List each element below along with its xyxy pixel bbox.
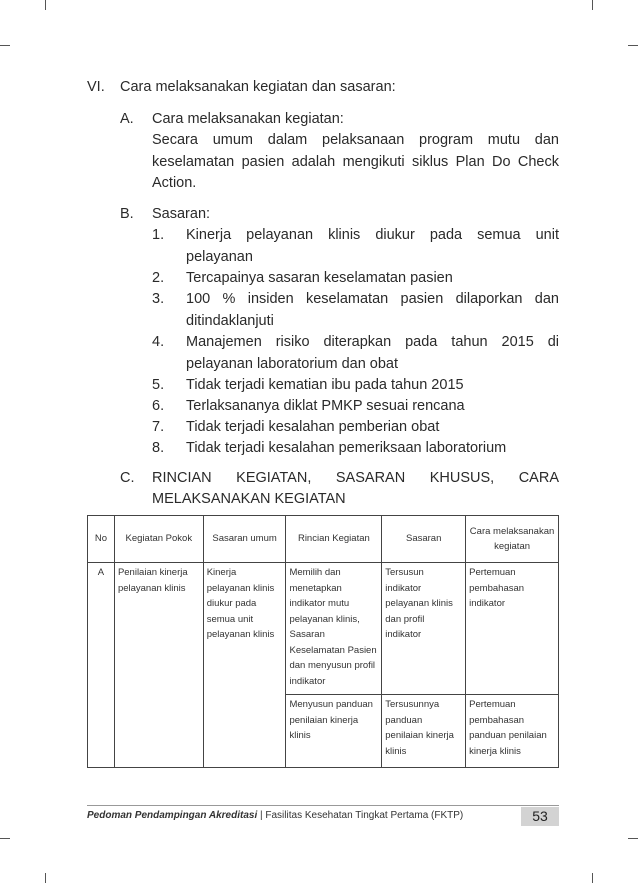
list-item-number: 7. <box>152 419 165 435</box>
sub-b-letter: B. <box>120 206 134 222</box>
list-item-number: 4. <box>152 334 165 350</box>
cell-sasaran-umum: Kinerja pelayanan klinis diukur pada semua unit pelayanan klinis <box>203 563 286 768</box>
sub-c-letter: C. <box>120 470 135 486</box>
list-item-number: 1. <box>152 227 165 243</box>
list-item: Kinerja pelayanan klinis diukur pada semua unit pelayanan <box>186 227 559 265</box>
list-item: Terlaksananya diklat PMKP sesuai rencana <box>186 398 465 414</box>
page-footer <box>87 805 559 827</box>
list-item: Manajemen risiko diterapkan pada tahun 2015 di pelayanan laboratorium dan obat <box>186 334 559 372</box>
rincian-table <box>87 515 559 768</box>
header-cell-sasaran-umum: Sasaran umum <box>203 516 286 563</box>
cell-cara: Pertemuan pembahasan panduan penilaian kinerja klinis <box>466 695 559 768</box>
crop-mark <box>628 838 638 839</box>
crop-mark <box>628 45 638 46</box>
list-item: Tidak terjadi kesalahan pemeriksaan laboratorium <box>186 440 507 456</box>
header-cell-kegiatan-pokok: Kegiatan Pokok <box>114 516 203 563</box>
cell-kegiatan-pokok: Penilaian kinerja pelayanan klinis <box>114 563 203 768</box>
sub-c-title-line1: RINCIAN KEGIATAN, SASARAN KHUSUS, CARA <box>152 470 559 486</box>
list-item-number: 2. <box>152 270 165 286</box>
list-item-number: 8. <box>152 440 165 456</box>
footer-publication: Pedoman Pendampingan Akreditasi <box>87 810 258 821</box>
cell-rincian: Memilih dan menetapkan indikator mutu pelayanan klinis, Sasaran Keselamatan Pasien dan menyusun profil indikator <box>286 563 382 695</box>
page-number: 53 <box>521 807 559 826</box>
crop-mark <box>0 45 10 46</box>
crop-mark <box>45 873 46 883</box>
cell-sasaran: Tersusun indikator pelayanan klinis dan profil indikator <box>382 563 466 695</box>
footer-subtitle: Fasilitas Kesehatan Tingkat Pertama (FKTP) <box>265 810 464 821</box>
cell-rincian: Menyusun panduan penilaian kinerja klinis <box>286 695 382 768</box>
header-cell-rincian-kegiatan: Rincian Kegiatan <box>286 516 382 563</box>
section-number: VI. <box>87 79 105 95</box>
crop-mark <box>0 838 10 839</box>
footer-separator: | <box>257 810 266 821</box>
list-item-number: 6. <box>152 398 165 414</box>
section-title: Cara melaksanakan kegiatan dan sasaran: <box>120 79 396 95</box>
sub-b-title: Sasaran: <box>152 206 211 222</box>
crop-mark <box>592 0 593 10</box>
cell-no: A <box>88 563 115 768</box>
header-cell-cara: Cara melaksanakan kegiatan <box>466 516 559 563</box>
list-item: Tidak terjadi kesalahan pemberian obat <box>186 419 440 435</box>
sub-a-title: Cara melaksanakan kegiatan: <box>152 111 344 127</box>
header-cell-sasaran: Sasaran <box>382 516 466 563</box>
table-row <box>88 563 559 695</box>
sub-a-paragraph: Secara umum dalam pelaksanaan program mutu dan keselamatan pasien adalah mengikuti siklus Plan Do Check Action. <box>152 132 559 191</box>
cell-sasaran: Tersusunnya panduan penilaian kinerja klinis <box>382 695 466 768</box>
list-item-number: 3. <box>152 291 165 307</box>
list-item-number: 5. <box>152 377 165 393</box>
list-item: Tidak terjadi kematian ibu pada tahun 2015 <box>186 377 464 393</box>
crop-mark <box>45 0 46 10</box>
sub-c-title-line2: MELAKSANAKAN KEGIATAN <box>152 491 346 507</box>
list-item: 100 % insiden keselamatan pasien dilaporkan dan ditindaklanjuti <box>186 291 559 329</box>
crop-mark <box>592 873 593 883</box>
table-header-row <box>88 516 559 563</box>
cell-cara: Pertemuan pembahasan indikator <box>466 563 559 695</box>
sub-a-letter: A. <box>120 111 134 127</box>
list-item: Tercapainya sasaran keselamatan pasien <box>186 270 453 286</box>
header-cell-no: No <box>88 516 115 563</box>
